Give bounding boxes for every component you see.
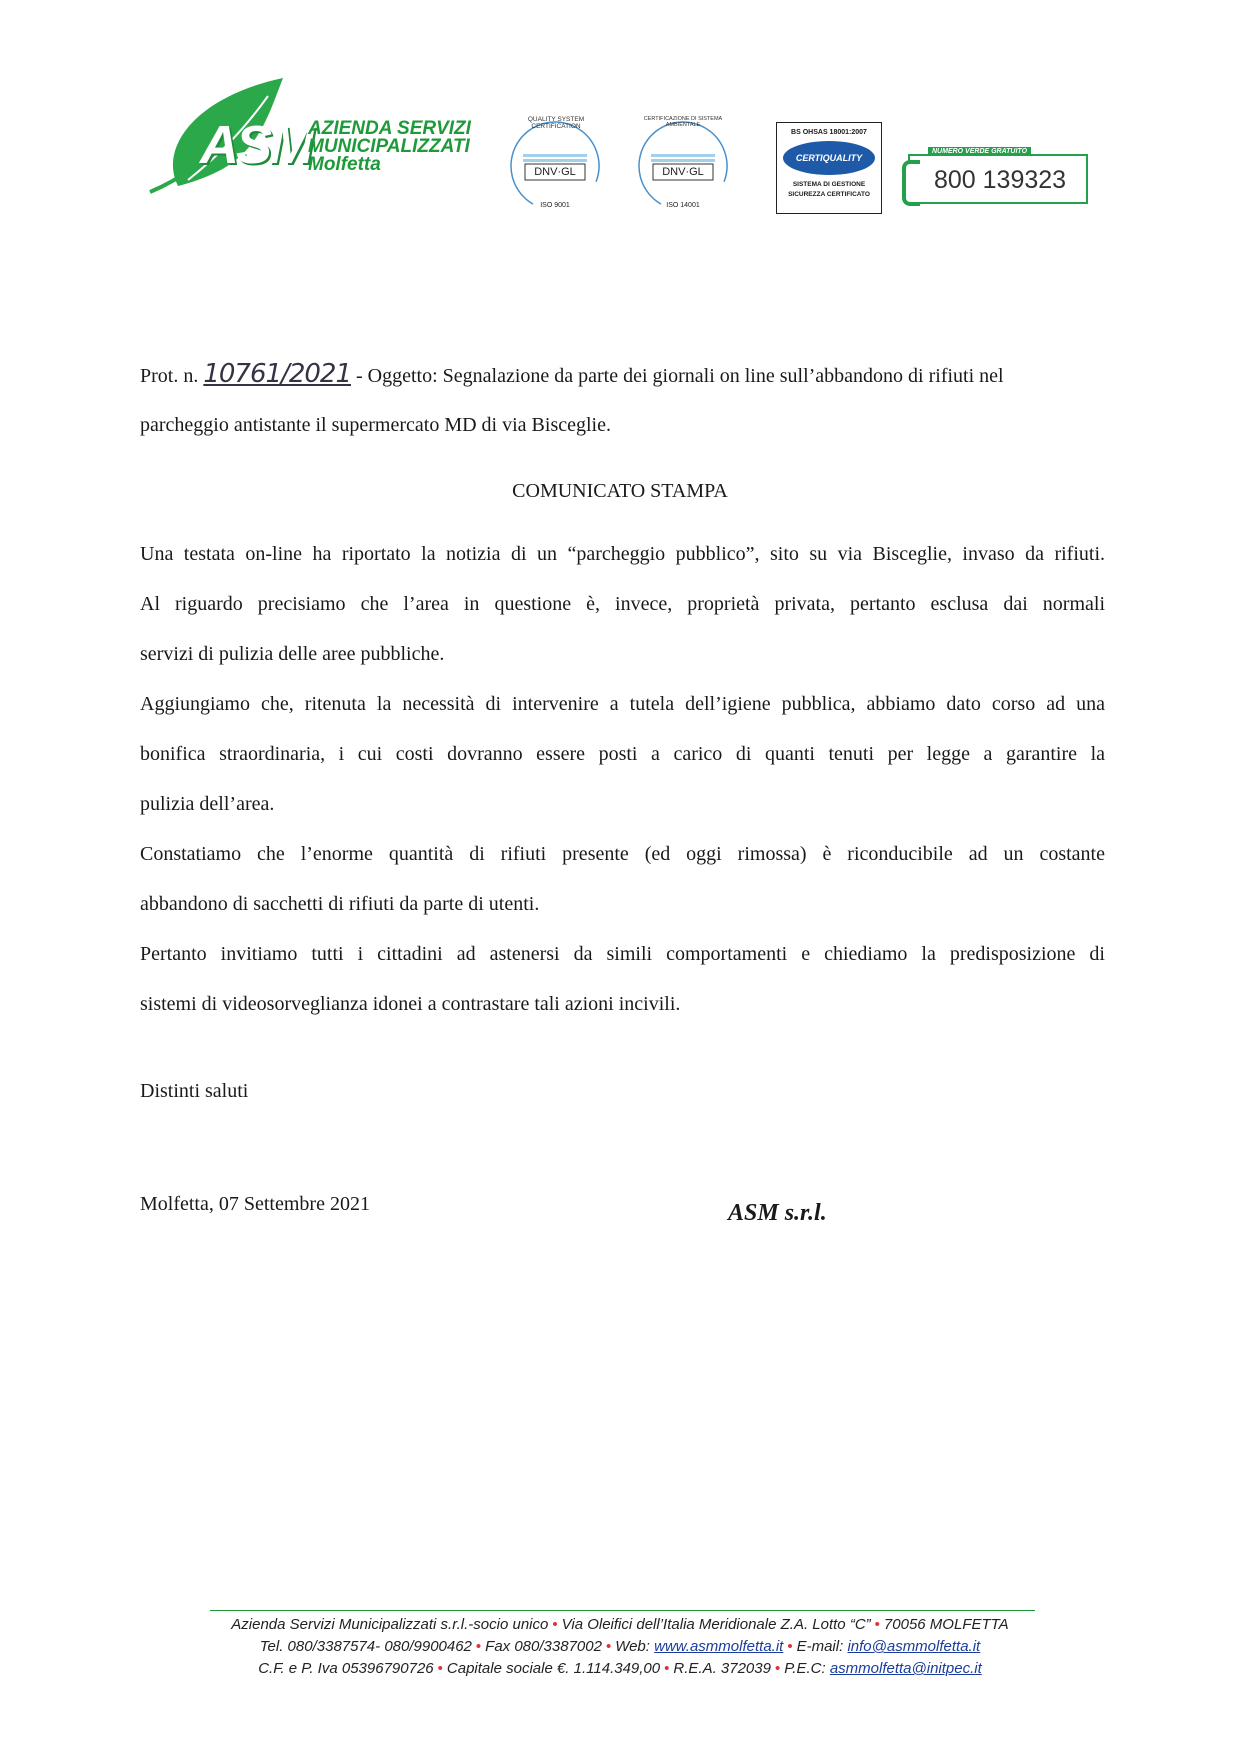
body-line: abbandono di sacchetti di rifiuti da parte di utenti.	[140, 893, 540, 915]
document-title: COMUNICATO STAMPA	[512, 480, 728, 502]
bullet-icon: •	[552, 1616, 558, 1633]
cert-badge-iso9001	[505, 116, 605, 216]
phone-handset-icon	[902, 160, 920, 206]
body-line: Pertanto invitiamo tutti i cittadini ad astenersi da simili comportamenti e chiediamo la predisposizione di	[140, 943, 1105, 965]
footer-line-2	[0, 1638, 1240, 1655]
footer-email-link[interactable]: info@asmmolfetta.it	[847, 1638, 981, 1655]
body-line: Al riguardo precisiamo che l’area in questione è, invece, proprietà privata, pertanto esclusa dai normali	[140, 593, 1105, 615]
footer-tel: Tel. 080/3387574- 080/9900462	[259, 1638, 472, 1655]
bullet-icon: •	[475, 1638, 482, 1655]
footer-web-link[interactable]: www.asmmolfetta.it	[654, 1638, 784, 1655]
footer-cf: C.F. e P. Iva 05396790726	[258, 1660, 434, 1677]
body-line: servizi di pulizia delle aree pubbliche.	[140, 643, 445, 665]
closing: Distinti saluti	[140, 1080, 249, 1102]
footer-divider	[210, 1610, 1035, 1611]
cert1-brand: DNV·GL	[534, 166, 576, 178]
bullet-icon: •	[774, 1660, 781, 1677]
prot-prefix: Prot. n.	[140, 365, 199, 387]
bullet-icon: •	[437, 1660, 443, 1677]
toll-free-label: NUMERO VERDE GRATUITO	[928, 147, 1031, 156]
prot-number: 10761/2021	[203, 359, 351, 389]
logo-line-3: Molfetta	[308, 154, 381, 175]
footer-capital: Capitale sociale €. 1.114.349,00	[446, 1660, 661, 1677]
footer-fax: Fax 080/3387002	[485, 1638, 602, 1655]
footer-pec-label: P.E.C:	[784, 1660, 826, 1677]
footer-rea: R.E.A. 372039	[673, 1660, 771, 1677]
footer-address: Via Oleifici dell’Italia Meridionale Z.A. Lotto “C”	[561, 1616, 871, 1633]
footer-pec-link[interactable]: asmmolfetta@initpec.it	[829, 1660, 982, 1677]
subject-line-1	[140, 359, 1105, 389]
body-line: Aggiungiamo che, ritenuta la necessità di intervenire a tutela dell’igiene pubblica, abbiamo dato corso ad una	[140, 693, 1105, 715]
ohsas-caption-1: SISTEMA DI GESTIONE	[792, 181, 866, 188]
cert2-standard: ISO 14001	[666, 202, 700, 209]
logo-text	[308, 120, 471, 174]
cert-badge-ohsas	[776, 122, 882, 214]
bullet-icon: •	[664, 1660, 670, 1677]
bullet-icon: •	[874, 1616, 880, 1633]
cert2-arc-text: CERTIFICAZIONE DI SISTEMA AMBIENTALE	[643, 116, 723, 128]
footer-line-3	[0, 1660, 1240, 1677]
subject-line-2: parcheggio antistante il supermercato MD di via Bisceglie.	[140, 414, 611, 436]
certiquality-logo: CERTIQUALITY	[783, 141, 875, 175]
place-date: Molfetta, 07 Settembre 2021	[140, 1193, 370, 1215]
footer-company: Azienda Servizi Municipalizzati s.r.l.-socio unico	[231, 1616, 549, 1633]
signature: ASM s.r.l.	[728, 1200, 827, 1226]
body-line: Una testata on-line ha riportato la notizia di un “parcheggio pubblico”, sito su via Bisceglie, invaso da rifiuti.	[140, 543, 1105, 565]
body-line: bonifica straordinaria, i cui costi dovranno essere posti a carico di quanti tenuti per legge a garantire la	[140, 743, 1105, 765]
body-line: pulizia dell’area.	[140, 793, 275, 815]
logo-line-1: AZIENDA SERVIZI	[308, 118, 471, 139]
cert-badge-iso14001	[630, 116, 736, 216]
toll-free-number-box	[908, 148, 1088, 204]
cert1-arc-text: QUALITY SYSTEM CERTIFICATION	[527, 116, 585, 130]
footer-email-label: E-mail:	[796, 1638, 844, 1655]
cert1-standard: ISO 9001	[540, 202, 570, 209]
footer-web-label: Web:	[615, 1638, 650, 1655]
company-logo	[148, 76, 478, 196]
logo-mark: ASM	[200, 115, 311, 175]
ohsas-standard: BS OHSAS 18001:2007	[791, 129, 867, 136]
logo-line-2: MUNICIPALIZZATI	[308, 136, 470, 157]
subject-part-1: - Oggetto: Segnalazione da parte dei giornali on line sull’abbandono di rifiuti nel	[355, 365, 1004, 387]
footer-line-1	[0, 1616, 1240, 1633]
footer-city: 70056 MOLFETTA	[883, 1616, 1009, 1633]
bullet-icon: •	[605, 1638, 612, 1655]
bullet-icon: •	[787, 1638, 793, 1655]
toll-free-number: 800 139323	[934, 166, 1067, 194]
body-line: sistemi di videosorveglianza idonei a contrastare tali azioni incivili.	[140, 993, 681, 1015]
ohsas-caption-2: SICUREZZA CERTIFICATO	[788, 191, 870, 198]
cert2-brand: DNV·GL	[662, 166, 704, 178]
body-line: Constatiamo che l’enorme quantità di rifiuti presente (ed oggi rimossa) è riconducibile ad un costante	[140, 843, 1105, 865]
